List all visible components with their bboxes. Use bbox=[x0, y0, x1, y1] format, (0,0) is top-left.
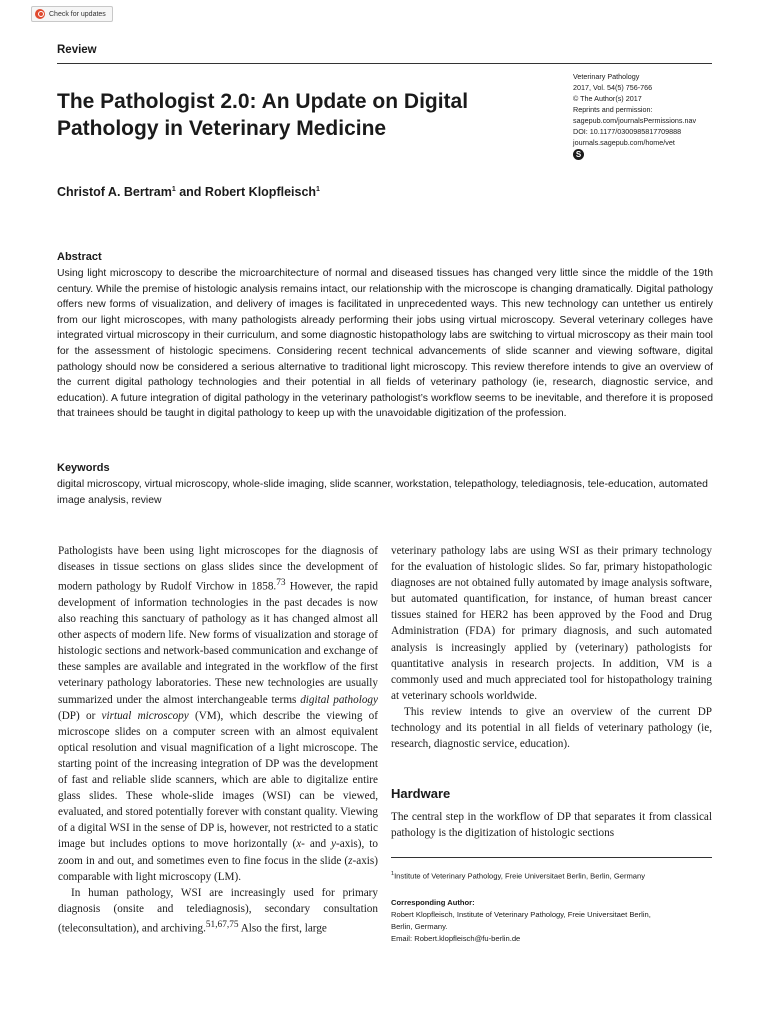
body-text: - and bbox=[301, 838, 332, 851]
body-column-left bbox=[58, 543, 378, 937]
body-text: Also the first, large bbox=[238, 922, 327, 935]
body-text: In human pathology, WSI are increasingly used for primary diagnosis (onsite and telediagnosis), secondary consultation (teleconsultation), and archiving. bbox=[58, 886, 378, 935]
author-list bbox=[57, 185, 320, 199]
journal-volume: 2017, Vol. 54(5) 756-766 bbox=[573, 83, 653, 92]
abstract-text: Using light microscopy to describe the microarchitecture of normal and diseased tissues has changed very little since the middle of the 19th century. While the premise of histologic analysis remains intact, our relationship with the microscope is changing dramatically. Digital pathology offers new forms of visualization, and delivery of images is facilitated in unprecedented ways. This new technology can untether us entirely from our light microscopes, with many pathologists already performing their jobs using virtual microscopy. Several veterinary colleges have integrated virtual microscopy in their curriculum, and some diagnostic histopathology labs are switching to virtual microscopy as their main tool for the assessment of histologic specimens. Considering recent technical advancements of slide scanner and viewing software, digital pathology should now be considered a serious alternative to traditional light microscopy. This review therefore intends to give an overview of the current digital pathology technologies and their potential in all fields of veterinary pathology (ie, research, diagnostic service, and education). A future integration of digital pathology in the veterinary pathologist’s workflow seems to be inevitable, and therefore it is proposed that trainees should be taught in digital pathology to keep up with the unavoidable digitization of the profession. bbox=[57, 268, 713, 420]
body-column-right bbox=[391, 543, 712, 752]
body-text: However, the rapid development of information technologies in the past decades is now also reaching this sanctuary of pathology as it has changed almost all other aspects of modern life. New forms of visualization and storage of histologic sections and network-based communication and exchange of these samples are available and integrated in the workflow of the first veterinary pathology laboratories. These new technologies are usually summarized under the almost interchangeable terms bbox=[58, 580, 378, 706]
affiliation-footnote bbox=[391, 871, 721, 881]
author-conjunction: and bbox=[175, 185, 205, 199]
section-heading: Hardware bbox=[391, 786, 451, 801]
check-for-updates-label: Check for updates bbox=[49, 10, 106, 18]
corresponding-author-line: Robert Klopfleisch, Institute of Veterinary Pathology, Freie Universitaet Berlin, bbox=[391, 910, 651, 919]
abstract-heading: Abstract bbox=[57, 251, 102, 263]
body-paragraph: The central step in the workflow of DP that separates it from classical pathology is the digitization of histologic sections bbox=[391, 811, 712, 840]
term-italic: z bbox=[348, 854, 353, 867]
body-text: (DP) or bbox=[58, 709, 102, 722]
article-title: The Pathologist 2.0: An Update on Digital Pathology in Veterinary Medicine bbox=[57, 90, 469, 140]
citation-link[interactable]: 51,67,75 bbox=[205, 919, 239, 930]
citation-link[interactable]: 73 bbox=[276, 578, 286, 589]
body-paragraph: This review intends to give an overview of the current DP technology and its potential in all fields of veterinary pathology (ie, research, diagnostic service, education). bbox=[391, 705, 712, 751]
affiliation-marker: 1 bbox=[171, 185, 176, 193]
journal-info bbox=[573, 71, 718, 160]
update-icon bbox=[35, 9, 45, 19]
keywords-heading: Keywords bbox=[57, 462, 110, 474]
body-text: -axis), to zoom in and out, and sometimes even to fine focus in the slide ( bbox=[58, 838, 379, 867]
permissions-link[interactable]: sagepub.com/journalsPermissions.nav bbox=[573, 116, 697, 125]
reprints-label: Reprints and permission: bbox=[573, 105, 653, 114]
body-text: Pathologists have been using light microscopes for the diagnosis of diseases in tissue sections on glass slides since the development of modern pathology by Rudolf Virchow in 1858. bbox=[58, 545, 378, 593]
author-name: Christof A. Bertram bbox=[57, 185, 172, 199]
affiliation-marker: 1 bbox=[391, 871, 395, 877]
journal-home-link[interactable]: journals.sagepub.com/home/vet bbox=[573, 138, 675, 147]
body-text: -axis) comparable with light microscopy (LM). bbox=[58, 854, 378, 883]
author-name: Robert Klopfleisch bbox=[204, 185, 317, 199]
section-label: Review bbox=[57, 44, 97, 56]
affiliation-marker: 1 bbox=[316, 185, 320, 193]
term-italic: x bbox=[296, 838, 302, 851]
footnote-rule bbox=[391, 857, 712, 858]
check-for-updates-badge[interactable] bbox=[31, 6, 113, 22]
doi-link[interactable]: DOI: 10.1177/0300985817709888 bbox=[573, 127, 682, 136]
header-rule bbox=[57, 63, 712, 64]
corresponding-author-heading: Corresponding Author: bbox=[391, 898, 475, 907]
corresponding-author-line: Berlin, Germany. bbox=[391, 922, 448, 931]
body-text: (VM), which describe the viewing of microscope slides on a computer screen with an almost equivalent optical resolution and visual magnification of a light microscope. The starting point of the increasing integration of DP was the development of fast and reliable slide scanners, which are able to digitalize entire glass slides. These whole-slide images (WSI) can be viewed, evaluated, and stored potentially forever with constant quality. Viewing of a digital WSI in the sense of DP is, however, not restricted to a static image but includes options to move horizontally ( bbox=[58, 709, 378, 851]
corresponding-author-email[interactable]: Email: Robert.klopfleisch@fu-berlin.de bbox=[391, 934, 521, 943]
body-paragraph: veterinary pathology labs are using WSI as their primary technology for the evaluation of histologic slides. So far, primary histopathologic diagnoses are not obtained fully automated by image analysis software, but automated quantification, for instance, of human breast cancer tissues stained for HER2 has been approved by the Food and Drug Administration (FDA) for primary diagnosis, and such automated analysis is increasingly applied by (veterinary) pathologists for quantitative analysis in research projects. In addition, VM is a commonly used and much appreciated tool for histopathology training at veterinary schools worldwide. bbox=[391, 545, 712, 702]
keywords-text: digital microscopy, virtual microscopy, whole-slide imaging, slide scanner, workstation, telepathology, telediagnosis, tele-education, automated image analysis, review bbox=[57, 479, 708, 506]
copyright: © The Author(s) 2017 bbox=[573, 94, 642, 103]
term-italic: virtual microscopy bbox=[101, 709, 189, 722]
sage-logo-icon: S bbox=[573, 149, 584, 160]
body-paragraph bbox=[58, 885, 378, 937]
affiliation-text: Institute of Veterinary Pathology, Freie Universitaet Berlin, Berlin, Germany bbox=[394, 871, 646, 881]
term-italic: y bbox=[331, 838, 337, 851]
journal-name: Veterinary Pathology bbox=[573, 72, 640, 81]
body-paragraph bbox=[58, 543, 378, 885]
corresponding-author bbox=[391, 897, 721, 945]
term-italic: digital pathology bbox=[300, 693, 378, 706]
